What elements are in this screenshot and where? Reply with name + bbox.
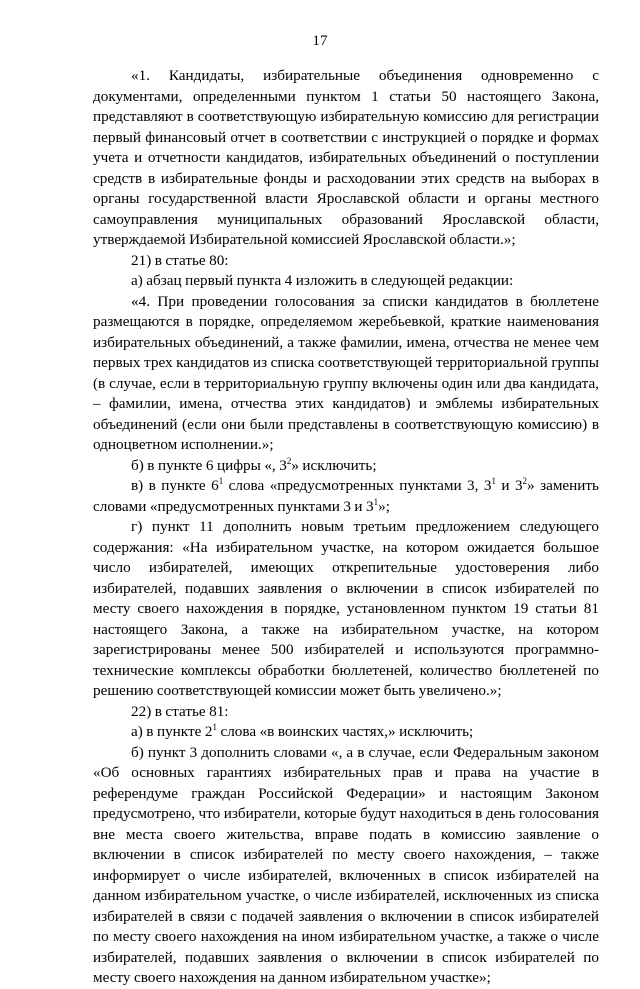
text-run: «4. При проведении голосования за списки кандидатов в бюллетене размещаются в порядке, определяемом жеребьевкой, краткие наименования избирательных объединений, а также фамилии, имена, отчества не менее чем первых трех кандидатов из списка соответствующей территориальной группы (в случае, если в территориальную группу включены один или два кандидата, – фамилии, имена, отчества этих кандидатов) и эмблемы избирательных объединений (если они были представлены в соответствующую комиссию) в одноцветном исполнении.»; (93, 292, 599, 453)
superscript: 1 (491, 476, 496, 486)
text-run: а) абзац первый пункта 4 изложить в следующей редакции: (131, 272, 514, 289)
superscript: 1 (373, 496, 379, 507)
text-run: 21) в статье 80: (131, 251, 229, 269)
page-number: 17 (312, 32, 328, 49)
text-run: » заменить словами «предусмотренных пунктами 3 и 3 (93, 477, 599, 515)
text-run: 22) в статье 81: (131, 702, 229, 720)
paragraph (93, 702, 599, 723)
paragraph (93, 476, 599, 517)
text-run: б) пункт 3 дополнить словами «, а в случае, если Федеральным законом «Об основных гарантиях избирательных прав и права на участие в референдуме граждан Российской Федерации» и настоящим Законом предусмотрено, что избиратели, которые будут находиться в день голосования вне места своего жительства, вправе подать в комиссию заявление о включении в список избирателей по месту своего нахождения, – также информирует о числе избирателей, включенных в список избирателей на данном избирательном участке, о числе избирателей, исключенных из списка избирателей в связи с подачей заявления о включении в список избирателей по месту своего нахождения на ином избирательном участке, а также о числе избирателей, подавших заявления о включении в список избирателей по месту своего нахождения на данном избирательном участке»; (93, 743, 599, 986)
paragraph (93, 722, 599, 743)
document-body (93, 66, 599, 989)
text-run: » исключить; (291, 456, 377, 474)
superscript: 2 (522, 476, 528, 486)
text-run: »; (378, 497, 390, 515)
text-run: б) в пункте 6 цифры «, 3 (131, 456, 287, 474)
text-run: г) пункт 11 дополнить новым третьим предложением следующего содержания: «На избирательном участке, на котором ожидается большое число избирателей, имеющих открепительные удостоверения либо избирателей, подавших заявления о включении в список избирателей по месту своего нахождения в порядке, установленном пунктом 19 статьи 81 настоящего Закона, а также на избирательном участке, на котором зарегистрированы менее 500 избирателей и используются программно-технические комплексы обработки бюллетеней, количество бюллетеней по решению соответствующей комиссии может быть увеличено.»; (93, 518, 599, 699)
superscript: 1 (218, 476, 224, 486)
paragraph (93, 251, 599, 272)
text-run: слова «в воинских частях,» исключить; (216, 723, 474, 740)
text-run: слова «предусмотренных пунктами 3, 3 (223, 477, 492, 494)
superscript: 2 (286, 455, 292, 466)
text-run: а) в пункте 2 (131, 723, 213, 740)
paragraph (93, 517, 599, 702)
paragraph (93, 743, 599, 989)
paragraph (93, 292, 599, 456)
paragraph (93, 271, 599, 292)
text-run: и 3 (495, 477, 523, 494)
text-run: в) в пункте 6 (131, 477, 219, 494)
paragraph (93, 456, 599, 477)
text-run: «1. Кандидаты, избирательные объединения одновременно с документами, определенными пунктом 1 статьи 50 настоящего Закона, представляют в соответствующую избирательную комиссию для регистрации первый финансовый отчет в соответствии с инструкцией о порядке и формах учета и отчетности кандидатов, избирательных объединений о поступлении средств в избирательные фонды и расходовании этих средств на выборах в органы государственной власти Ярославской области и органы местного самоуправления муниципальных образований Ярославской области, утверждаемой Избирательной комиссией Ярославской области.»; (93, 67, 599, 248)
superscript: 1 (212, 722, 217, 732)
paragraph (93, 66, 599, 251)
